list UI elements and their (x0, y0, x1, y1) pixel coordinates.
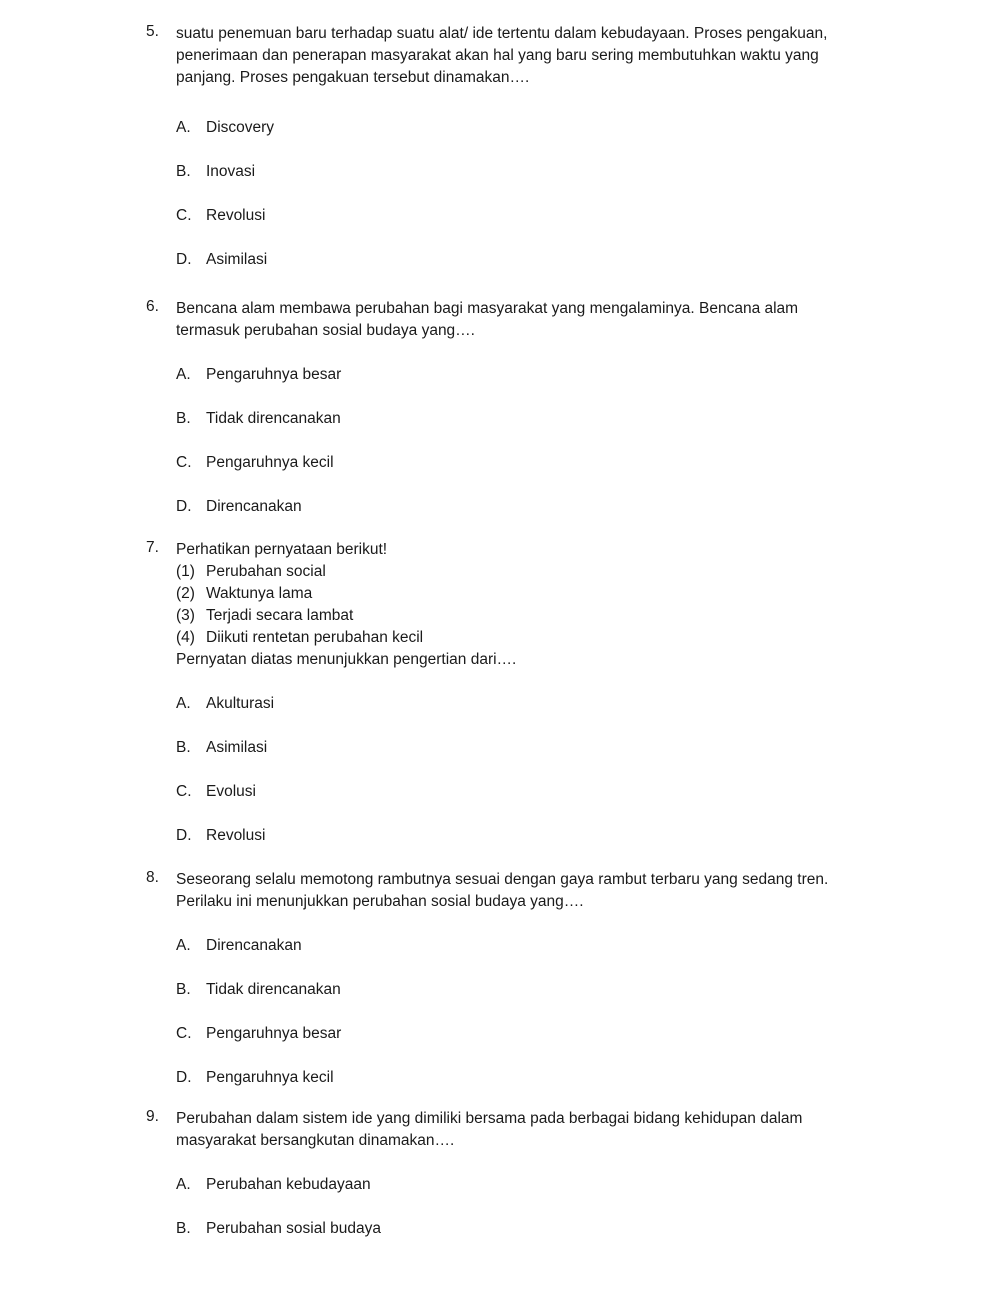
question-8 (146, 869, 886, 1111)
option-text: Revolusi (206, 827, 266, 844)
option-b[interactable] (176, 737, 886, 781)
question-number: 7. (146, 539, 159, 556)
statement-item (176, 627, 886, 649)
option-text: Tidak direncanakan (206, 410, 341, 427)
question-line: Perubahan dalam sistem ide yang dimiliki bersama pada berbagai bidang kehidupan dalam (176, 1110, 803, 1127)
answer-options (176, 693, 886, 869)
question-text (176, 23, 886, 89)
option-text: Pengaruhnya besar (206, 1025, 342, 1042)
option-text: Direncanakan (206, 498, 302, 515)
option-text: Pengaruhnya besar (206, 366, 342, 383)
option-a[interactable] (176, 935, 886, 979)
option-c[interactable] (176, 452, 886, 496)
option-letter: A. (176, 366, 191, 383)
question-line: Perilaku ini menunjukkan perubahan sosial budaya yang…. (176, 893, 584, 910)
option-text: Perubahan kebudayaan (206, 1176, 371, 1193)
option-text: Akulturasi (206, 695, 275, 712)
option-letter: B. (176, 739, 191, 756)
option-b[interactable] (176, 1218, 886, 1262)
answer-options (176, 117, 886, 293)
option-letter: C. (176, 1025, 192, 1042)
option-a[interactable] (176, 1174, 886, 1218)
option-letter: A. (176, 1176, 191, 1193)
option-text: Perubahan sosial budaya (206, 1220, 381, 1237)
question-5 (146, 23, 886, 293)
statement-item (176, 583, 886, 605)
option-text: Pengaruhnya kecil (206, 454, 334, 471)
option-text: Discovery (206, 119, 275, 136)
option-d[interactable] (176, 1067, 886, 1111)
option-text: Inovasi (206, 163, 256, 180)
option-text: Revolusi (206, 207, 266, 224)
question-line: Seseorang selalu memotong rambutnya sesuai dengan gaya rambut terbaru yang sedang tren. (176, 871, 829, 888)
question-line: panjang. Proses pengakuan tersebut dinamakan…. (176, 69, 530, 86)
question-6 (146, 298, 886, 540)
option-a[interactable] (176, 117, 886, 161)
statement-number: (2) (176, 585, 195, 602)
option-text: Asimilasi (206, 251, 268, 268)
option-letter: A. (176, 695, 191, 712)
option-letter: B. (176, 163, 191, 180)
option-b[interactable] (176, 408, 886, 452)
statement-text: Diikuti rentetan perubahan kecil (206, 629, 424, 646)
answer-options (176, 1174, 886, 1262)
question-number: 6. (146, 298, 159, 315)
question-line: termasuk perubahan sosial budaya yang…. (176, 322, 475, 339)
option-b[interactable] (176, 979, 886, 1023)
question-line: Bencana alam membawa perubahan bagi masyarakat yang mengalaminya. Bencana alam (176, 300, 799, 317)
option-d[interactable] (176, 825, 886, 869)
statement-number: (3) (176, 607, 195, 624)
option-letter: D. (176, 251, 192, 268)
option-text: Evolusi (206, 783, 256, 800)
option-letter: D. (176, 1069, 192, 1086)
question-text (176, 539, 886, 671)
question-line: suatu penemuan baru terhadap suatu alat/ ide tertentu dalam kebudayaan. Proses pengakuan, (176, 25, 828, 42)
question-line: masyarakat bersangkutan dinamakan…. (176, 1132, 455, 1149)
option-letter: C. (176, 454, 192, 471)
option-d[interactable] (176, 249, 886, 293)
option-a[interactable] (176, 364, 886, 408)
question-line: Perhatikan pernyataan berikut! (176, 541, 388, 558)
option-letter: A. (176, 119, 191, 136)
answer-options (176, 364, 886, 540)
answer-options (176, 935, 886, 1111)
question-line: penerimaan dan penerapan masyarakat akan hal yang baru sering membutuhkan waktu yang (176, 47, 819, 64)
option-text: Direncanakan (206, 937, 302, 954)
question-number: 9. (146, 1108, 159, 1125)
statement-number: (1) (176, 563, 195, 580)
question-number: 8. (146, 869, 159, 886)
statement-text: Waktunya lama (206, 585, 313, 602)
option-letter: A. (176, 937, 191, 954)
option-text: Asimilasi (206, 739, 268, 756)
statement-item (176, 605, 886, 627)
option-letter: B. (176, 1220, 191, 1237)
statement-number: (4) (176, 629, 195, 646)
option-b[interactable] (176, 161, 886, 205)
question-text (176, 1108, 886, 1152)
option-c[interactable] (176, 205, 886, 249)
option-letter: D. (176, 498, 192, 515)
option-letter: C. (176, 207, 192, 224)
question-closing: Pernyatan diatas menunjukkan pengertian dari…. (176, 651, 517, 668)
statement-item (176, 561, 886, 583)
question-9 (146, 1108, 886, 1262)
option-letter: C. (176, 783, 192, 800)
option-d[interactable] (176, 496, 886, 540)
question-text (176, 869, 886, 913)
question-text (176, 298, 886, 342)
option-text: Tidak direncanakan (206, 981, 341, 998)
option-letter: B. (176, 981, 191, 998)
option-c[interactable] (176, 1023, 886, 1067)
question-number: 5. (146, 23, 159, 40)
statement-text: Terjadi secara lambat (206, 607, 354, 624)
option-letter: B. (176, 410, 191, 427)
option-text: Pengaruhnya kecil (206, 1069, 334, 1086)
question-7 (146, 539, 886, 869)
option-a[interactable] (176, 693, 886, 737)
option-c[interactable] (176, 781, 886, 825)
option-letter: D. (176, 827, 192, 844)
statement-text: Perubahan social (206, 563, 326, 580)
